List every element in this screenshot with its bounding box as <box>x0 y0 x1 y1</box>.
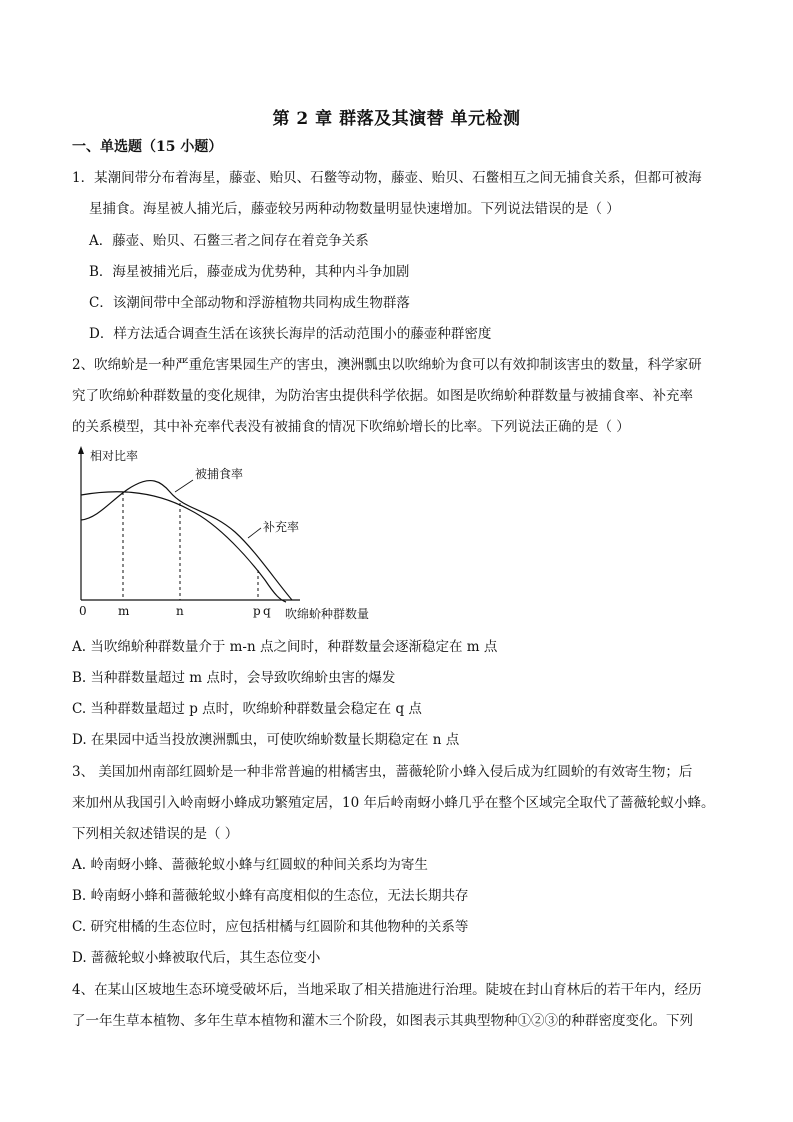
curve1-label: 被捕食率 <box>195 467 244 481</box>
q3-option-d: D. 蔷薇轮蚁小蜂被取代后，其生态位变小 <box>72 950 321 966</box>
tick-p: p <box>253 604 261 618</box>
q1-option-b: B．海星被捕光后，藤壶成为优势种，其种内斗争加剧 <box>89 264 410 280</box>
q3-option-c: C. 研究柑橘的生态位时，应包括柑橘与红圆阶和其他物种的关系等 <box>72 919 469 935</box>
q1-stem-line1: 1．某潮间带分布着海星，藤壶、贻贝、石鳖等动物，藤壶、贻贝、石鳖相互之间无捕食关系，但都可被海 <box>72 170 702 186</box>
curve2-label: 补充率 <box>263 520 300 534</box>
q2-option-a: A. 当吹绵蚧种群数量介于 m-n 点之间时，种群数量会逐渐稳定在 m 点 <box>72 639 498 655</box>
page-title: 第 2 章 群落及其演替 单元检测 <box>272 109 521 129</box>
q2-option-d: D. 在果园中适当投放澳洲瓢虫，可使吹绵蚧数量长期稳定在 n 点 <box>72 732 460 748</box>
curve1-pointer <box>175 480 193 492</box>
q2-stem-line2: 究了吹绵蚧种群数量的变化规律，为防治害虫提供科学依据。如图是吹绵蚧种群数量与被捕食率、补充率 <box>72 388 693 404</box>
q2-stem-line3: 的关系模型，其中补充率代表没有被捕食的情况下吹绵蚧增长的比率。下列说法正确的是（ ） <box>72 419 630 435</box>
q4-stem-line1: 4、在某山区坡地生态环境受破坏后，当地采取了相关措施进行治理。陡坡在封山育林后的若干年内，经历 <box>72 982 702 998</box>
section-heading: 一、单选题（15 小题） <box>72 139 223 155</box>
tick-q: q <box>263 604 271 618</box>
q1-option-a: A．藤壶、贻贝、石鳖三者之间存在着竞争关系 <box>89 233 369 249</box>
q4-stem-line2: 了一年生草本植物、多年生草本植物和灌木三个阶段，如图表示其典型物种①②③的种群密度变化。下列 <box>72 1013 693 1029</box>
x-axis-label: 吹绵蚧种群数量 <box>285 607 370 621</box>
q3-stem-line3: 下列相关叙述错误的是（ ） <box>72 826 239 842</box>
supplement-rate-curve <box>81 492 286 602</box>
q3-stem-line2: 来加州从我国引入岭南蚜小蜂成功繁殖定居，10 年后岭南蚜小蜂几乎在整个区域完全取代了蔷薇轮蚁小蜂。 <box>72 795 715 811</box>
tick-n: n <box>176 604 184 618</box>
figure-predation-supplement-rate <box>60 440 390 625</box>
tick-0: 0 <box>79 604 87 618</box>
q3-option-a: A. 岭南蚜小蜂、蔷薇轮蚁小蜂与红圆蚁的种间关系均为寄生 <box>72 857 428 873</box>
q2-option-b: B. 当种群数量超过 m 点时，会导致吹绵蚧虫害的爆发 <box>72 670 396 686</box>
tick-m: m <box>118 604 130 618</box>
q2-stem-line1: 2、吹绵蚧是一种严重危害果园生产的害虫，澳洲瓢虫以吹绵蚧为食可以有效抑制该害虫的数量，科学家研 <box>72 357 702 373</box>
q1-stem-line2: 星捕食。海星被人捕光后，藤壶较另两种动物数量明显快速增加。下列说法错误的是（ ） <box>89 201 620 217</box>
predation-rate-curve <box>81 481 292 600</box>
q2-option-c: C. 当种群数量超过 p 点时，吹绵蚧种群数量会稳定在 q 点 <box>72 701 422 717</box>
curve2-pointer <box>248 528 261 538</box>
q3-option-b: B. 岭南蚜小蜂和蔷薇轮蚁小蜂有高度相似的生态位，无法长期共存 <box>72 888 469 904</box>
y-axis-label: 相对比率 <box>90 449 139 463</box>
q1-option-d: D．样方法适合调查生活在该狭长海岸的活动范围小的藤壶种群密度 <box>89 326 492 342</box>
q3-stem-line1: 3、 美国加州南部红圆蚧是一种非常普遍的柑橘害虫，蔷薇轮阶小蜂入侵后成为红圆蚧的有效寄生物；后 <box>72 764 693 780</box>
y-axis-arrow <box>78 446 84 454</box>
q1-option-c: C．该潮间带中全部动物和浮游植物共同构成生物群落 <box>89 295 410 311</box>
